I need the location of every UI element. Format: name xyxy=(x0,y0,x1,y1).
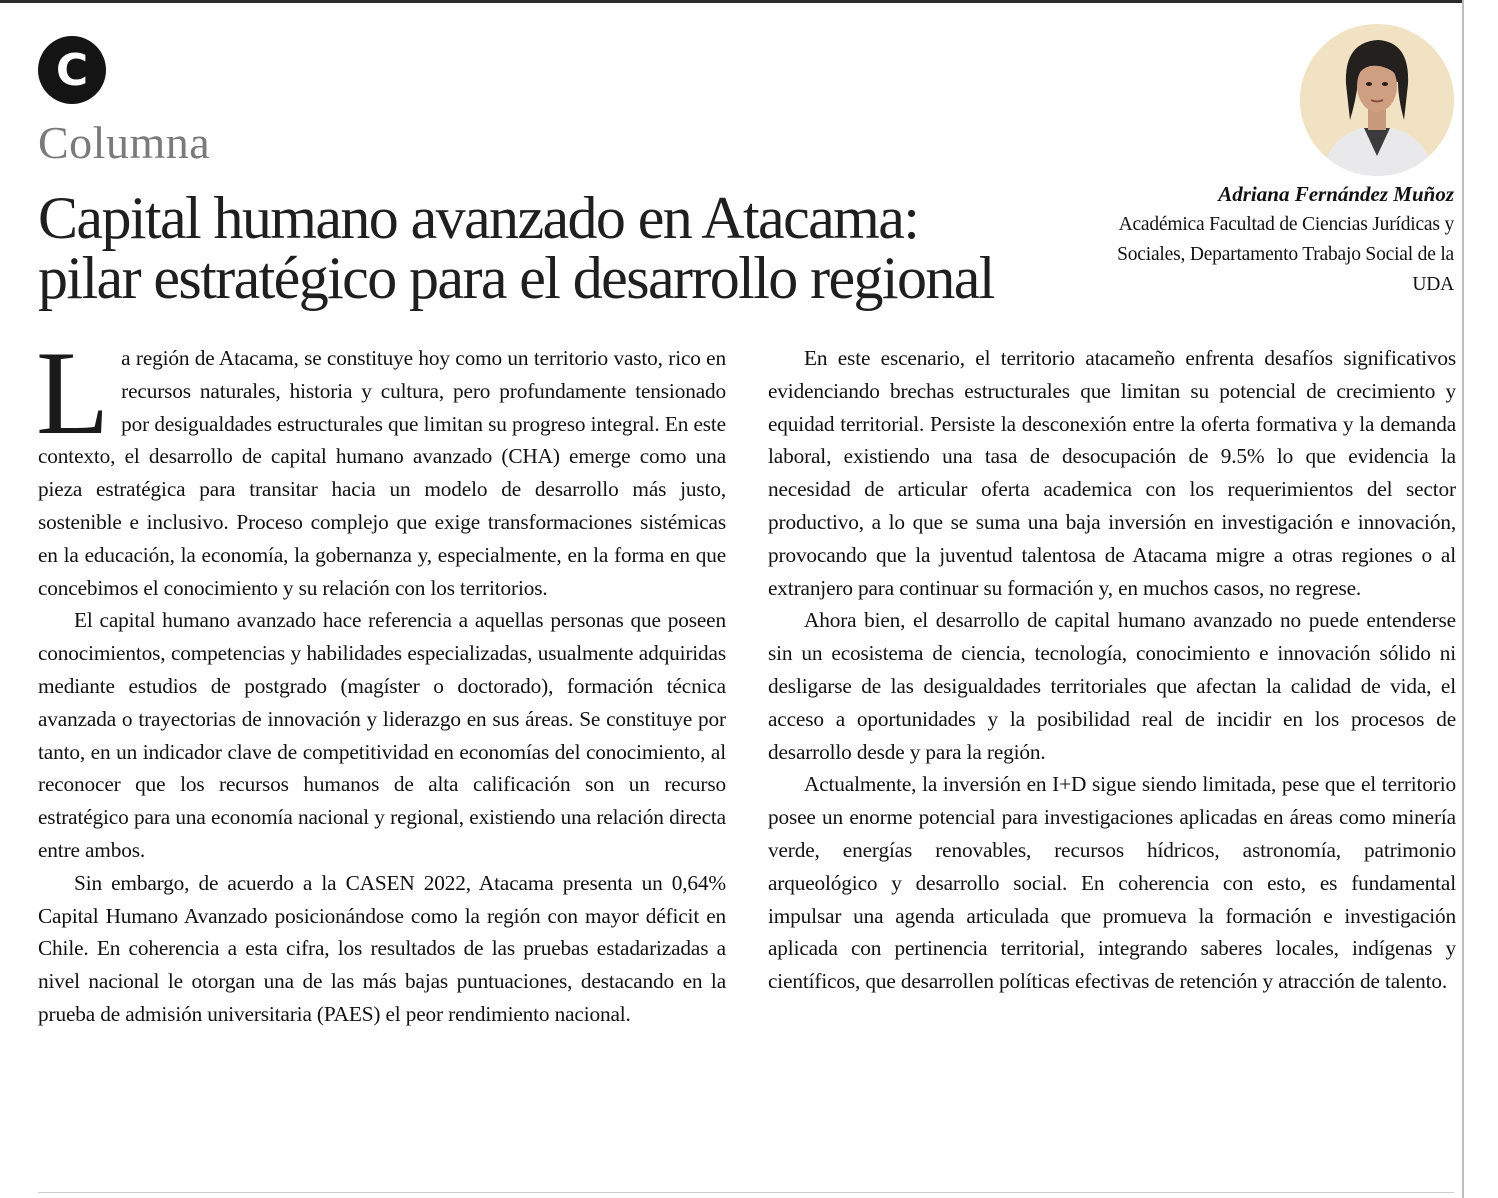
headline-line-2: pilar estratégico para el desarrollo regional xyxy=(38,245,994,311)
author-photo xyxy=(1300,24,1454,176)
article-paragraph: El capital humano avanzado hace referencia a aquellas personas que poseen conocimientos, competencias y habilidades especializadas, usualmente adquiridas mediante estudios de postgrado (magíster o doctorado), formación técnica avanzada o trayectorias de innovación y liderazgo en sus áreas. Se constituye por tanto, en un indicador clave de competitividad en economías del conocimiento, al reconocer que los recursos humanos de alta calificación son un recurso estratégico para una economía nacional y regional, existiendo una relación directa entre ambos. xyxy=(38,608,726,862)
author-portrait-illustration xyxy=(1300,24,1454,176)
top-rule xyxy=(0,0,1462,3)
article-paragraph: En este escenario, el territorio atacameño enfrenta desafíos significativos evidenciando brechas estructurales que limitan su potencial de crecimiento y equidad territorial. Persiste la desconexión entre la oferta formativa y la demanda laboral, existiendo una tasa de desocupación de 9.5% lo que evidencia la necesidad de articular oferta academica con los requerimientos del sector productivo, a lo que se suma una baja inversión en investigación e innovación, provocando que la juventud talentosa de Atacama migre a otras regiones o al extranjero para continuar su formación y, en muchos casos, no regrese. xyxy=(768,346,1456,600)
badge-letter: C xyxy=(55,44,89,96)
article-column-left xyxy=(36,326,726,1031)
drop-cap: L xyxy=(36,326,110,459)
article-paragraph: Sin embargo, de acuerdo a la CASEN 2022, Atacama presenta un 0,64% Capital Humano Avanzado posicionándose como la región con mayor déficit en Chile. En coherencia a esta cifra, los resultados de las pruebas estadarizadas a nivel nacional le otorgan una de las más bajas puntuaciones, destacando en la prueba de admisión universitaria (PAES) el peor rendimiento nacional. xyxy=(38,870,726,1026)
author-role: Académica Facultad de Ciencias Jurídicas y Sociales, Departamento Trabajo Social de la UDA xyxy=(1117,214,1454,295)
section-label: Columna xyxy=(38,117,211,168)
right-page-edge xyxy=(1462,0,1464,1198)
author-name: Adriana Fernández Muñoz xyxy=(1218,182,1454,206)
column-badge xyxy=(38,36,106,104)
article-column-right xyxy=(768,342,1456,998)
paragraph-text: a región de Atacama, se constituye hoy como un territorio vasto, rico en recursos naturales, historia y cultura, pero profundamente tensionado por desigualdades estructurales que limitan su progreso integral. En este contexto, el desarrollo de capital humano avanzado (CHA) emerge como una pieza estratégica para transitar hacia un modelo de desarrollo más justo, sostenible e inclusivo. Proceso complejo que exige transformaciones sistémicas en la educación, la economía, la gobernanza y, especialmente, en la forma en que concebimos el conocimiento y su relación con los territorios. xyxy=(38,346,726,600)
bottom-rule xyxy=(38,1192,1454,1193)
article-paragraph: Ahora bien, el desarrollo de capital humano avanzado no puede entenderse sin un ecosistema de ciencia, tecnología, conocimiento e innovación sólido ni desligarse de las desigualdades territoriales que afectan la calidad de vida, el acceso a oportunidades y la posibilidad real de incidir en los procesos de desarrollo desde y para la región. xyxy=(768,608,1456,764)
author-byline xyxy=(1080,180,1454,300)
headline-line-1: Capital humano avanzado en Atacama: xyxy=(38,185,919,251)
article-paragraph: Actualmente, la inversión en I+D sigue siendo limitada, pese que el territorio posee un enorme potencial para investigaciones aplicadas en áreas como minería verde, energías renovables, recursos hídricos, astronomía, patrimonio arqueológico y desarrollo social. En coherencia con esto, es fundamental impulsar una agenda articulada que promueva la formación e investigación aplicada con pertinencia territorial, integrando saberes locales, indígenas y científicos, que desarrollen políticas efectivas de retención y atracción de talento. xyxy=(768,772,1456,994)
article-paragraph xyxy=(36,326,726,604)
headline xyxy=(38,185,1088,311)
